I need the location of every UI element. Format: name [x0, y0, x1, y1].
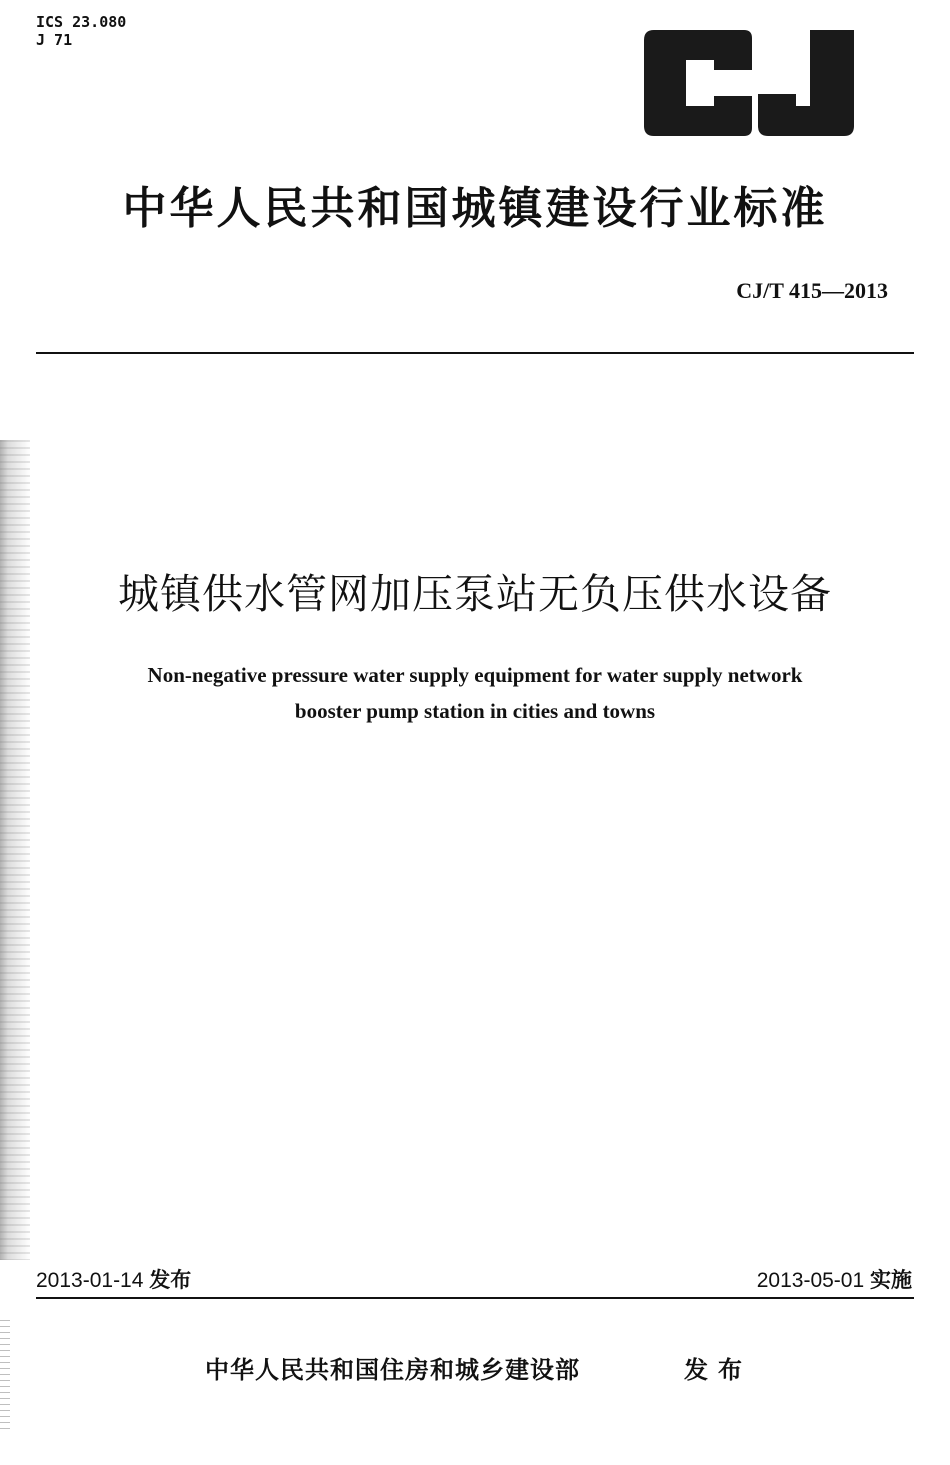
- industry-standard-title: 中华人民共和国城镇建设行业标准: [122, 183, 828, 234]
- implementation-label: 实施: [870, 1269, 912, 1292]
- standard-code: CJ/T 415—2013: [736, 278, 888, 303]
- issue-label: 发布: [149, 1269, 192, 1292]
- ics-code: ICS 23.080: [36, 13, 127, 31]
- bottom-divider: [36, 1297, 914, 1299]
- implementation-date: 2013-05-01: [756, 1269, 865, 1292]
- publisher-name: 中华人民共和国住房和城乡建设部: [205, 1356, 580, 1384]
- issue-date-block: [36, 1264, 191, 1294]
- ccs-code: J 71: [36, 31, 73, 49]
- document-title-en-line-2: booster pump station in cities and towns: [294, 699, 656, 723]
- implementation-date-block: [757, 1264, 912, 1294]
- classification-block: [36, 13, 126, 49]
- cj-logo-letter-c: [644, 30, 752, 136]
- issue-date: 2013-01-14: [36, 1269, 144, 1292]
- top-divider: [36, 352, 914, 354]
- document-title-en: [0, 657, 950, 729]
- cj-logo: [644, 30, 854, 136]
- publisher-action: 发布: [684, 1356, 752, 1384]
- document-title-en-line-1: Non-negative pressure water supply equipment for water supply network: [147, 663, 803, 687]
- cj-logo-letter-j: [758, 30, 854, 136]
- scan-edge-artifact-lower: [0, 1320, 10, 1430]
- document-title-cn: 城镇供水管网加压泵站无负压供水设备: [118, 570, 832, 618]
